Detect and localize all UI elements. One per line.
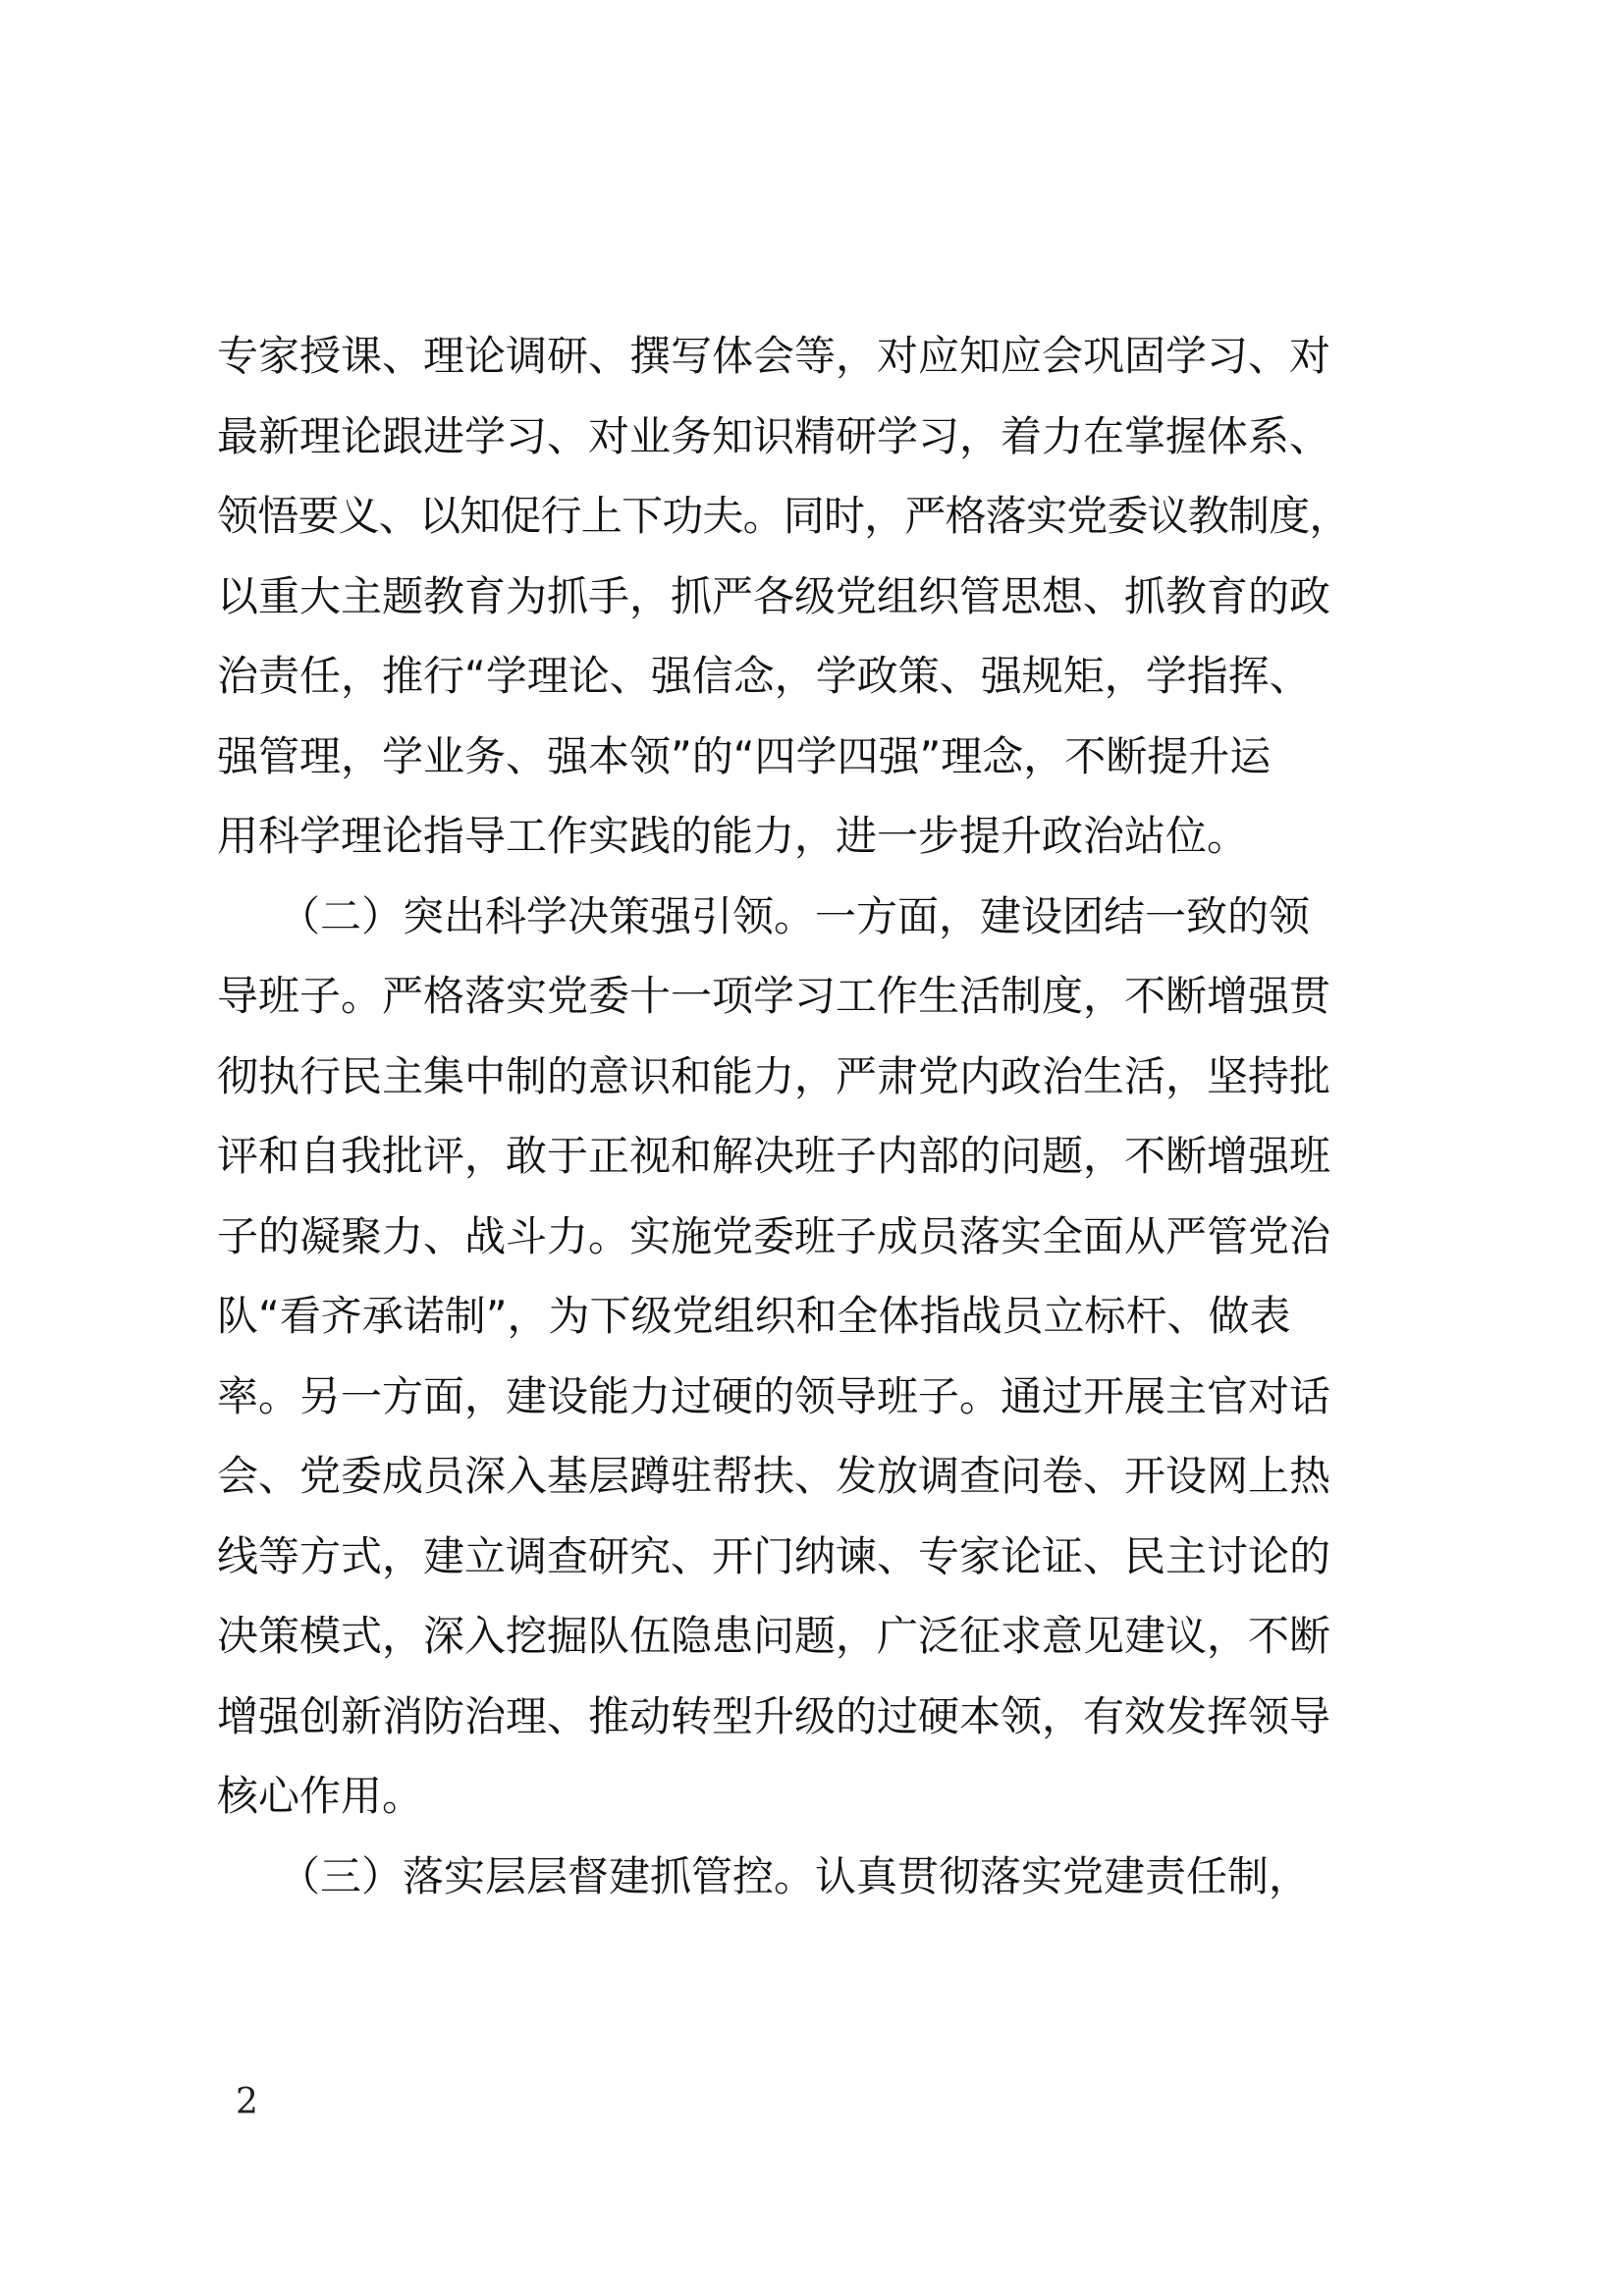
text-line-16: 线等方式，建立调查研究、开门纳谏、专家论证、民主讨论的 [217,1531,1331,1580]
text-line-12: 子的凝聚力、战斗力。实施党委班子成员落实全面从严管党治 [217,1211,1331,1260]
text-line-18: 增强创新消防治理、推动转型升级的过硬本领，有效发挥领导 [217,1691,1331,1740]
text-line-9: 导班子。严格落实党委十一项学习工作生活制度，不断增强贯 [217,972,1331,1020]
text-line-1: 专家授课、理论调研、撰写体会等，对应知应会巩固学习、对 [217,332,1331,380]
text-line-7: 用科学理论指导工作实践的能力，进一步提升政治站位。 [217,812,1249,860]
text-line-4: 以重大主题教育为抓手，抓严各级党组织管思想、抓教育的政 [217,571,1331,620]
text-line-19: 核心作用。 [217,1772,424,1820]
text-line-5: 治责任，推行“学理论、强信念，学政策、强规矩，学指挥、 [217,652,1311,700]
text-line-2: 最新理论跟进学习、对业务知识精研学习，着力在掌握体系、 [217,411,1331,460]
text-line-10: 彻执行民主集中制的意识和能力，严肃党内政治生活，坚持批 [217,1051,1331,1100]
page-number: 2 [236,2082,258,2122]
text-line-15: 会、党委成员深入基层蹲驻帮扶、发放调查问卷、开设网上热 [217,1452,1331,1500]
text-line-3: 领悟要义、以知促行上下功夫。同时，严格落实党委议教制度， [217,492,1350,540]
document-body [217,316,1454,1916]
text-line-20: （三）落实层层督建抓管控。认真贯彻落实党建责任制， [217,1851,1311,1900]
text-line-8: （二）突出科学决策强引领。一方面，建设团结一致的领 [217,891,1311,940]
text-line-13: 队“看齐承诺制”，为下级党组织和全体指战员立标杆、做表 [217,1292,1291,1340]
text-line-17: 决策模式，深入挖掘队伍隐患问题，广泛征求意见建议，不断 [217,1612,1331,1660]
text-line-11: 评和自我批评，敢于正视和解决班子内部的问题，不断增强班 [217,1132,1331,1180]
text-line-14: 率。另一方面，建设能力过硬的领导班子。通过开展主官对话 [217,1371,1331,1420]
text-line-6: 强管理，学业务、强本领”的“四学四强”理念，不断提升运 [217,731,1272,780]
